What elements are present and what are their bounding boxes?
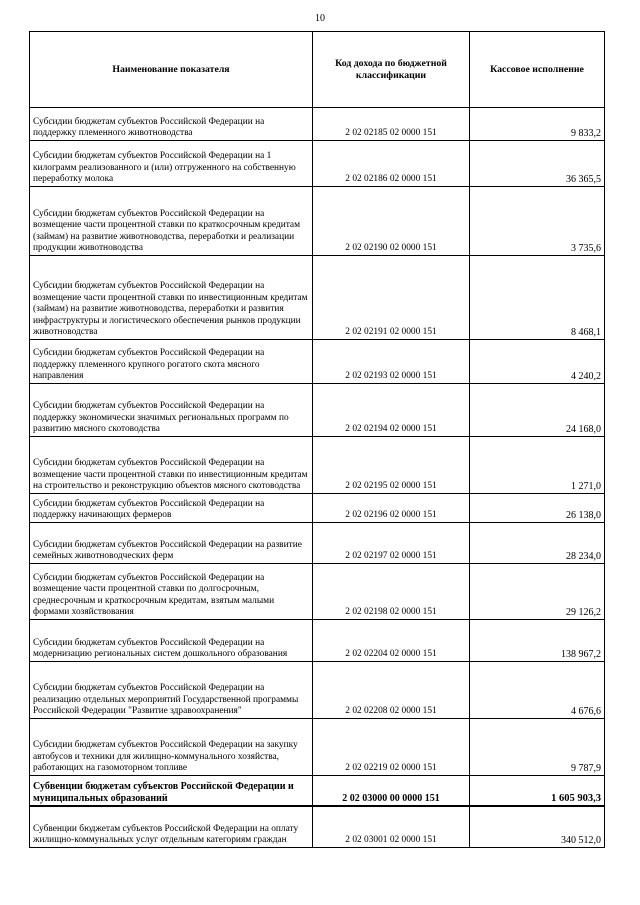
- row-code: 2 02 02204 02 0000 151: [313, 620, 470, 662]
- row-amount: 340 512,0: [470, 806, 605, 848]
- row-amount: 4 240,2: [470, 340, 605, 384]
- table-row: [30, 187, 605, 256]
- row-name: Субсидии бюджетам субъектов Российской Федерации на возмещение части процентной ставки по инвестиционным кредитам (займам) на развитие животноводства, переработки и развития инфраструктуры и логистического обеспечения рынков продукции животноводства: [30, 256, 313, 340]
- row-name: Субсидии бюджетам субъектов Российской Федерации на поддержку начинающих фермеров: [30, 494, 313, 523]
- row-code: 2 02 02185 02 0000 151: [313, 108, 470, 141]
- column-header-amount: Кассовое исполнение: [470, 32, 605, 108]
- table-row-subtotal: [30, 776, 605, 806]
- row-amount: 28 234,0: [470, 523, 605, 564]
- row-amount: 4 676,6: [470, 662, 605, 719]
- table-row: [30, 384, 605, 437]
- table-header-row: [30, 32, 605, 108]
- row-name: Субсидии бюджетам субъектов Российской Федерации на реализацию отдельных мероприятий Государственной программы Российской Федерации "Развитие здравоохранения": [30, 662, 313, 719]
- table-row: [30, 256, 605, 340]
- row-name: Субсидии бюджетам субъектов Российской Федерации на возмещение части процентной ставки по краткосрочным кредитам (займам) на развитие животноводства, переработки и реализации продукции животноводства: [30, 187, 313, 256]
- row-name: Субсидии бюджетам субъектов Российской Федерации на поддержку племенного крупного рогатого скота мясного направления: [30, 340, 313, 384]
- row-amount: 3 735,6: [470, 187, 605, 256]
- row-name: Субсидии бюджетам субъектов Российской Федерации на модернизацию региональных систем дошкольного образования: [30, 620, 313, 662]
- row-amount: 26 138,0: [470, 494, 605, 523]
- row-code: 2 02 02191 02 0000 151: [313, 256, 470, 340]
- row-name: Субсидии бюджетам субъектов Российской Федерации на поддержку племенного животноводства: [30, 108, 313, 141]
- row-name: Субсидии бюджетам субъектов Российской Федерации на поддержку экономически значимых региональных программ по развитию мясного скотоводства: [30, 384, 313, 437]
- table-row: [30, 719, 605, 776]
- row-name: Субсидии бюджетам субъектов Российской Федерации на развитие семейных животноводческих ферм: [30, 523, 313, 564]
- column-header-name: Наименование показателя: [30, 32, 313, 108]
- table-row: [30, 620, 605, 662]
- row-code: 2 02 02195 02 0000 151: [313, 437, 470, 494]
- row-amount: 8 468,1: [470, 256, 605, 340]
- row-code: 2 02 02194 02 0000 151: [313, 384, 470, 437]
- row-code: 2 02 03000 00 0000 151: [313, 776, 470, 806]
- row-amount: 1 271,0: [470, 437, 605, 494]
- row-amount: 9 787,9: [470, 719, 605, 776]
- table-row: [30, 523, 605, 564]
- row-amount: 36 365,5: [470, 141, 605, 187]
- row-amount: 138 967,2: [470, 620, 605, 662]
- row-code: 2 02 02193 02 0000 151: [313, 340, 470, 384]
- column-header-code: Код дохода по бюджетной классификации: [313, 32, 470, 108]
- row-code: 2 02 02208 02 0000 151: [313, 662, 470, 719]
- budget-table: [29, 31, 605, 848]
- row-code: 2 02 02219 02 0000 151: [313, 719, 470, 776]
- table-row: [30, 141, 605, 187]
- row-name: Субсидии бюджетам субъектов Российской Федерации на возмещение части процентной ставки по инвестиционным кредитам на строительство и реконструкцию объектов мясного скотоводства: [30, 437, 313, 494]
- row-code: 2 02 02197 02 0000 151: [313, 523, 470, 564]
- row-name: Субсидии бюджетам субъектов Российской Федерации на закупку автобусов и техники для жилищно-коммунального хозяйства, работающих на газомоторном топливе: [30, 719, 313, 776]
- row-amount: 24 168,0: [470, 384, 605, 437]
- row-name: Субвенции бюджетам субъектов Российской Федерации и муниципальных образований: [30, 776, 313, 806]
- row-code: 2 02 02186 02 0000 151: [313, 141, 470, 187]
- row-name: Субсидии бюджетам субъектов Российской Федерации на 1 килограмм реализованного и (или) отгруженного на собственную переработку молока: [30, 141, 313, 187]
- table-row: [30, 806, 605, 848]
- table-row: [30, 340, 605, 384]
- row-name: Субсидии бюджетам субъектов Российской Федерации на возмещение части процентной ставки по долгосрочным, среднесрочным и краткосрочным кредитам, взятым малыми формами хозяйствования: [30, 564, 313, 620]
- table-row: [30, 494, 605, 523]
- row-code: 2 02 02190 02 0000 151: [313, 187, 470, 256]
- row-amount: 29 126,2: [470, 564, 605, 620]
- row-code: 2 02 02198 02 0000 151: [313, 564, 470, 620]
- row-amount: 1 605 903,3: [470, 776, 605, 806]
- table-row: [30, 564, 605, 620]
- table-row: [30, 437, 605, 494]
- row-code: 2 02 02196 02 0000 151: [313, 494, 470, 523]
- row-name: Субвенции бюджетам субъектов Российской Федерации на оплату жилищно-коммунальных услуг отдельным категориям граждан: [30, 806, 313, 848]
- table-row: [30, 662, 605, 719]
- page-number: 10: [315, 13, 325, 24]
- row-code: 2 02 03001 02 0000 151: [313, 806, 470, 848]
- table-row: [30, 108, 605, 141]
- row-amount: 9 833,2: [470, 108, 605, 141]
